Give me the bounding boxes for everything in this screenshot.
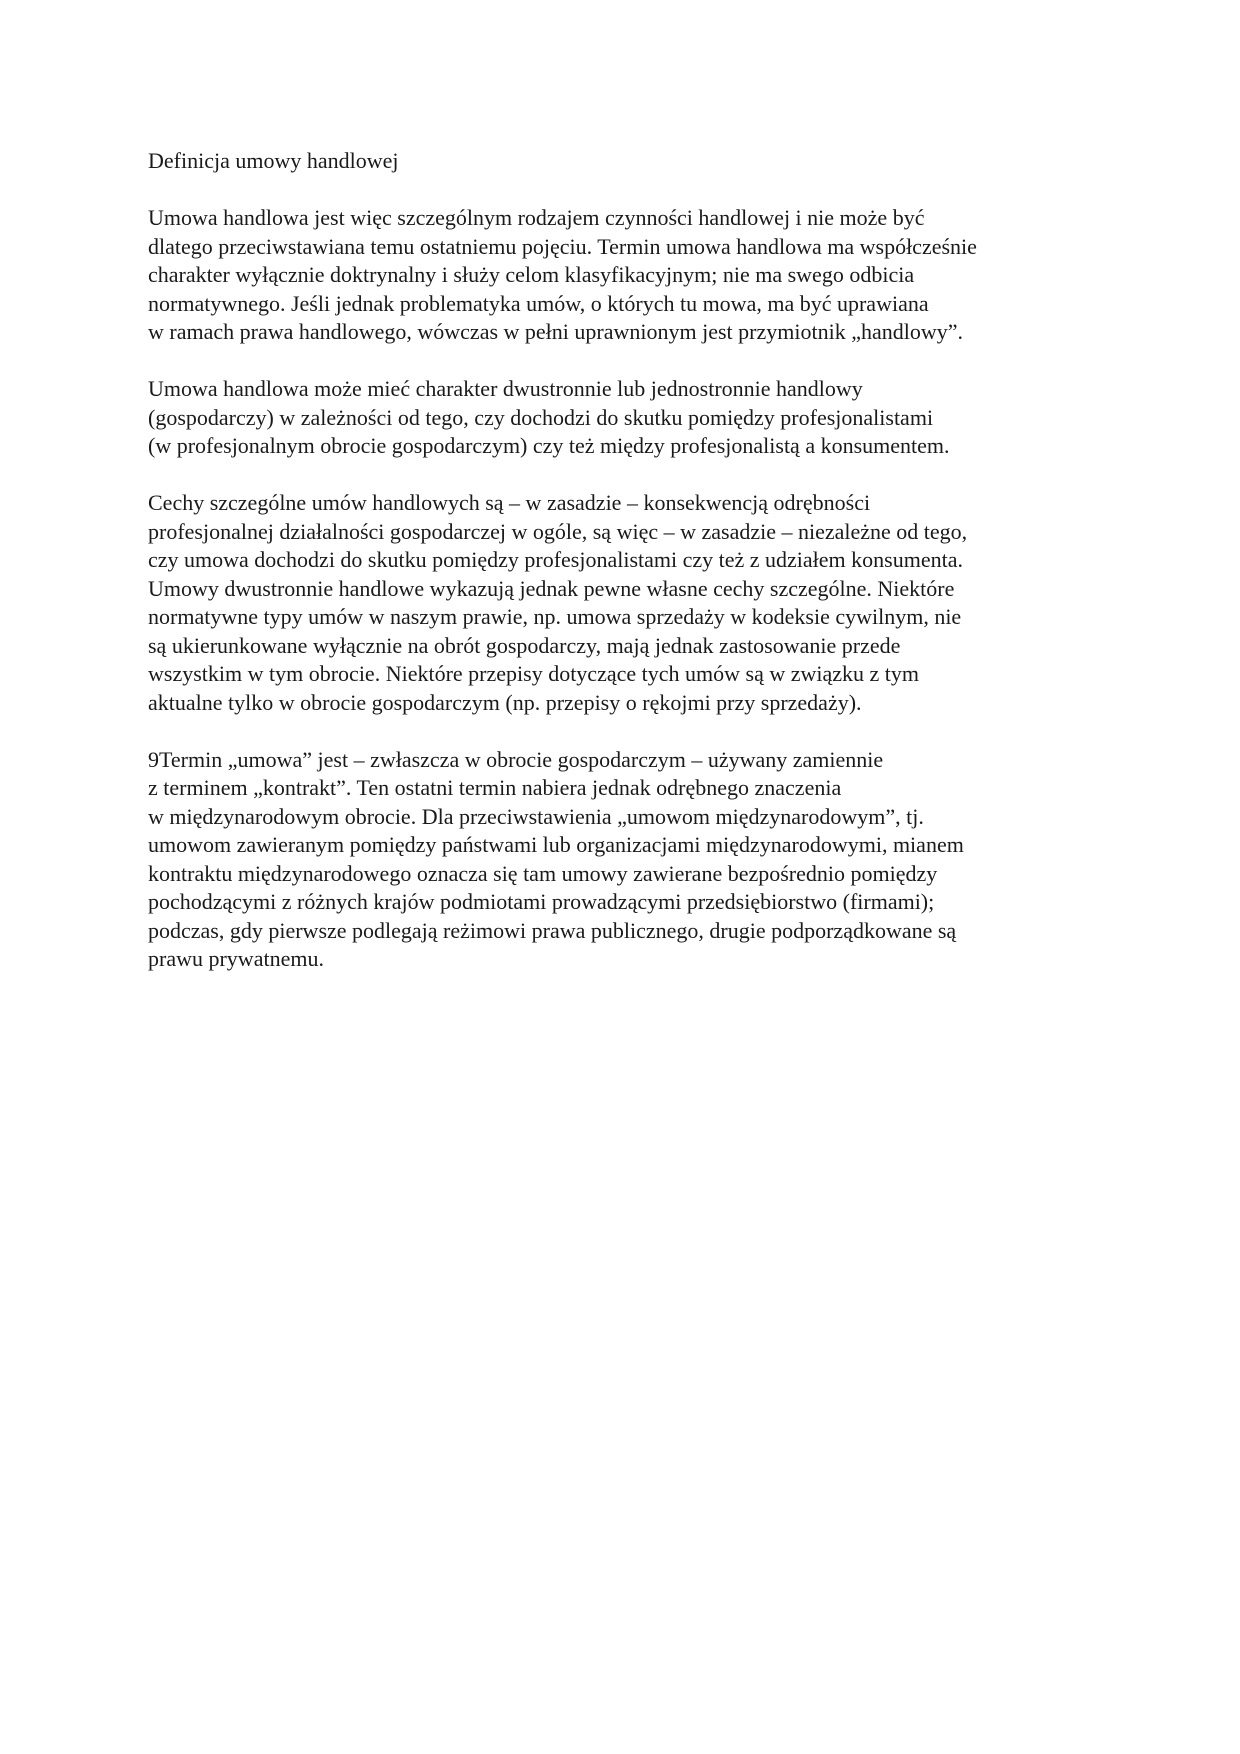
paragraph-2 <box>148 375 1098 461</box>
text-line: z terminem „kontrakt”. Ten ostatni termin nabiera jednak odrębnego znaczenia <box>148 775 842 800</box>
text-line: podczas, gdy pierwsze podlegają reżimowi prawa publicznego, drugie podporządkowane są <box>148 917 957 943</box>
text-line: kontraktu międzynarodowego oznacza się tam umowy zawierane bezpośrednio pomiędzy <box>148 860 938 886</box>
text-line: są ukierunkowane wyłącznie na obrót gospodarczy, mają jednak zastosowanie przede <box>148 632 901 658</box>
text-line: pochodzącymi z różnych krajów podmiotami prowadzącymi przedsiębiorstwo (firmami); <box>148 889 935 914</box>
text-line: Umowa handlowa może mieć charakter dwustronnie lub jednostronnie handlowy <box>148 376 863 401</box>
text-line: Cechy szczególne umów handlowych są – w zasadzie – konsekwencją odrębności <box>148 490 871 515</box>
text-line: Umowy dwustronnie handlowe wykazują jednak pewne własne cechy szczególne. Niektóre <box>148 575 955 601</box>
text-line: 9Termin „umowa” jest – zwłaszcza w obrocie gospodarczym – używany zamiennie <box>148 746 884 772</box>
text-line: charakter wyłącznie doktrynalny i służy celom klasyfikacyjnym; nie ma swego odbicia <box>148 262 915 287</box>
text-line: dlatego przeciwstawiana temu ostatniemu pojęciu. Termin umowa handlowa ma współcześnie <box>148 233 977 259</box>
paragraph-4 <box>148 746 1098 974</box>
text-line: czy umowa dochodzi do skutku pomiędzy profesjonalistami czy też z udziałem konsumenta. <box>148 547 963 572</box>
text-line: Umowa handlowa jest więc szczególnym rodzajem czynności handlowej i nie może być <box>148 205 925 230</box>
paragraph-3 <box>148 489 1098 717</box>
document-title: Definicja umowy handlowej <box>148 148 399 173</box>
text-line: normatywne typy umów w naszym prawie, np. umowa sprzedaży w kodeksie cywilnym, nie <box>148 604 962 629</box>
text-line: umowom zawieranym pomiędzy państwami lub organizacjami międzynarodowymi, mianem <box>148 832 964 857</box>
paragraph-1 <box>148 204 1098 347</box>
text-line: w międzynarodowym obrocie. Dla przeciwstawienia „umowom międzynarodowym”, tj. <box>148 803 924 829</box>
text-line: (gospodarczy) w zależności od tego, czy dochodzi do skutku pomiędzy profesjonalistami <box>148 404 934 430</box>
text-line: normatywnego. Jeśli jednak problematyka umów, o których tu mowa, ma być uprawiana <box>148 290 929 316</box>
text-line: wszystkim w tym obrocie. Niektóre przepisy dotyczące tych umów są w związku z tym <box>148 661 919 686</box>
text-line: (w profesjonalnym obrocie gospodarczym) czy też między profesjonalistą a konsumentem. <box>148 433 950 458</box>
document-body <box>148 147 1098 1002</box>
text-line: profesjonalnej działalności gospodarczej w ogóle, są więc – w zasadzie – niezależne od tego, <box>148 518 968 544</box>
text-line: w ramach prawa handlowego, wówczas w pełni uprawnionym jest przymiotnik „handlowy”. <box>148 319 963 344</box>
text-line: aktualne tylko w obrocie gospodarczym (np. przepisy o rękojmi przy sprzedaży). <box>148 689 862 715</box>
text-line: prawu prywatnemu. <box>148 946 324 971</box>
